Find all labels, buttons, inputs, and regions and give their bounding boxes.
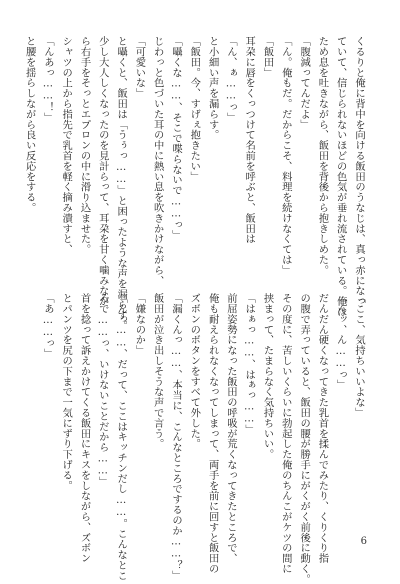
text-column: 「可愛いな」 [133,36,146,99]
text-column: 「んあっ……！」 [41,36,54,123]
text-column: 飯田が泣き出しそうな声で言う。 [151,293,164,449]
text-column: 「飯田」 [261,36,274,78]
text-column: と腰を揺らしながら良い反応をする。 [23,36,36,213]
text-column: 「んっ……、だって、ここはキッチンだし……。こんなとこ [115,293,128,581]
text-column: ズボンのボタンをすべて外した。 [188,293,201,449]
text-column: 「んッ、ん……っ」 [334,293,347,390]
text-column: と囁くと、飯田は「うぅっ……」と困ったような声を漏らす。 [115,36,128,331]
text-column: くるりと俺に背中を向ける飯田のうなじは、真っ赤になっ [353,36,365,307]
text-column: 「ん、ぁ……っ」 [224,36,237,123]
text-column: 「嫌なのか」 [133,293,146,356]
text-column: 「囁くな……、そこで喋らないで……っ」 [170,36,182,241]
text-column: 前屈姿勢になった飯田の呼吸が荒くなってきたところで、 [224,293,237,564]
page-number: 6 [360,536,367,547]
text-column: 少し大人しくなったのを見計らって、耳朶を甘く噛みなが [96,36,109,307]
text-column: ら右手をそっとエプロンの中に滑り込ませた。 [78,36,91,255]
text-column: 「ん。俺もだ。だからこそ、料理を続けなくては」 [279,36,292,276]
text-column: 「漏くんっ……、本当に、こんなところでするのか……？」 [170,293,182,581]
text-column: 「腹減ってんだよ」 [298,36,311,130]
text-column: シャツの上から指先で乳首を軽く摘み潰すと、 [60,36,73,255]
text-column: 「ここ、気持ちいいよな」 [353,293,365,418]
text-column: 「あ……っ」 [41,293,54,359]
text-column: だんだん硬くなってきた乳首を揉んでみたり、くりくり指 [316,293,329,564]
text-column: 耳朶に唇をくっつけて名前を呼ぶと、飯田は [243,36,256,244]
text-column: 俺も耐えられなくなってしまって、両手を前に回すと飯田の [206,293,219,574]
text-column: ため息を吐きながら、飯田を背後から抱きしめた。 [316,36,329,276]
text-column: の腹で弄っていると、飯田の腰が勝手にがくがく前後に動く。 [298,293,311,584]
text-column: ろで……っ、いけないことだから……」 [96,293,109,487]
text-column: と小細い声を漏らす。 [206,36,219,140]
text-column: 「飯田。今、すげぇ抱きたい」 [188,36,201,182]
text-column: じわっと色づいた耳の中に熱い息を吹きかけながら、 [151,36,164,286]
text-column: 「はぁっ……、はぁっ……」 [243,293,256,435]
text-column: とパンツを尻の下まで一気にずり下げる。 [60,293,73,491]
text-column: ていて、信じられないほどの色気が垂れ流されている。俺は [334,36,347,317]
text-column: 挟まって、たまらなく気持ちいい。 [261,293,274,460]
text-column: 首を捻って訴えかけてくる飯田にキスをしながら、ズボン [78,293,91,564]
text-column: その度に、苦しいくらいに勃起した俺のちんこがケツの間に [279,293,292,574]
